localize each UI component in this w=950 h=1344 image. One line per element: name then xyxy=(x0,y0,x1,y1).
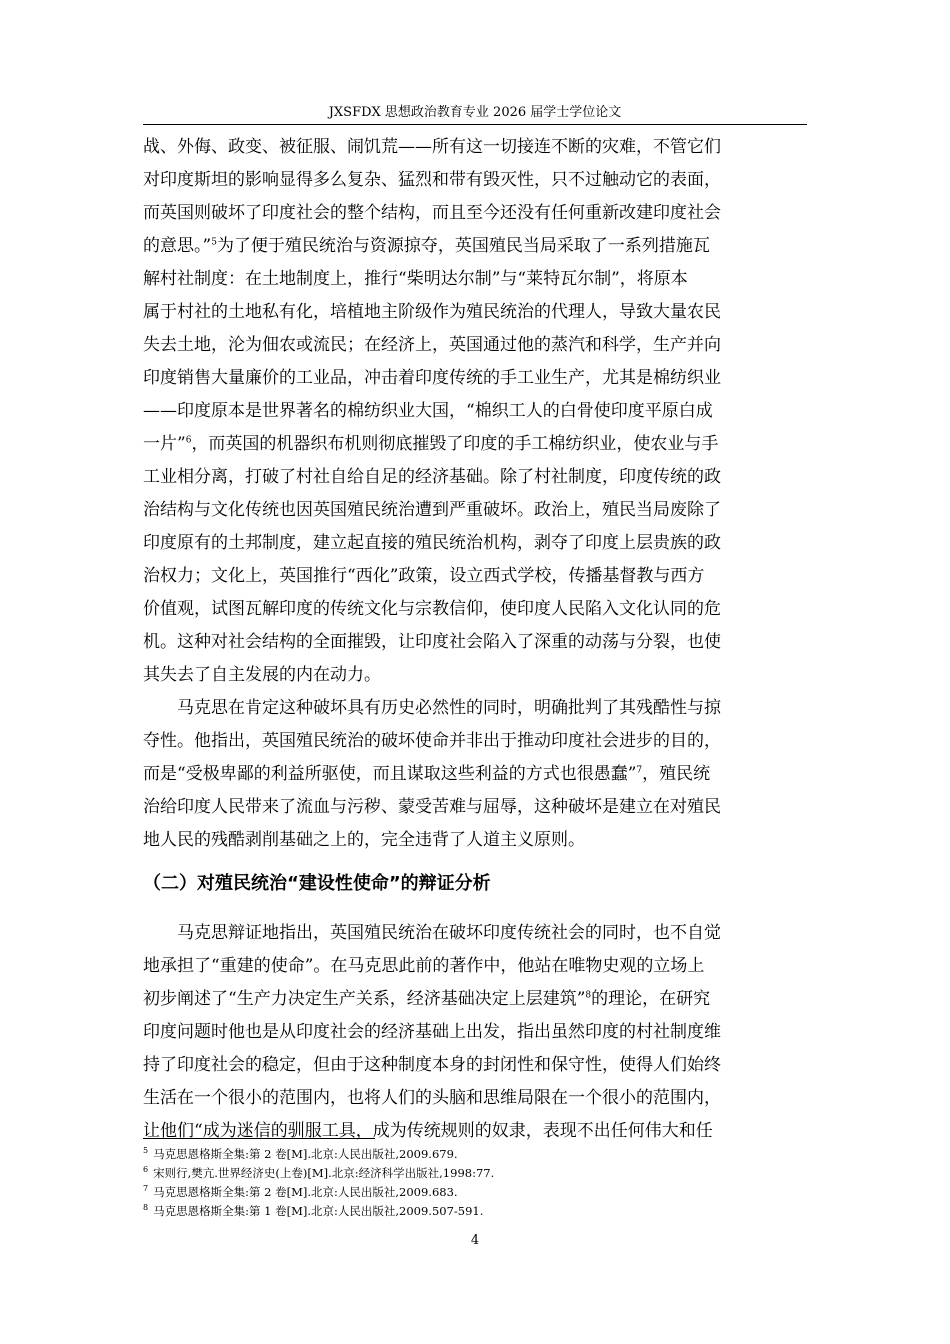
footnotes xyxy=(143,1145,807,1221)
text-line: 持了印度社会的稳定，但由于这种制度本身的封闭性和保守性，使得人们始终 xyxy=(143,1055,721,1075)
header-rule xyxy=(143,124,807,125)
running-header: JXSFDX 思想政治教育专业 2026 届学士学位论文 xyxy=(328,105,622,120)
text-line: 治权力；文化上，英国推行“西化”政策，设立西式学校，传播基督教与西方 xyxy=(143,566,705,586)
footnote-separator xyxy=(143,1138,375,1139)
text-line: 马克思在肯定这种破坏具有历史必然性的同时，明确批判了其残酷性与掠 xyxy=(177,698,721,718)
text-line: 一片”$^6$，而英国的机器织布机则彻底摧毁了印度的手工棉纺织业，使农业与手 xyxy=(143,434,719,454)
footnote-ref-8[interactable]: 8 xyxy=(585,990,592,1001)
text-line: 其失去了自主发展的内在动力。 xyxy=(143,665,381,685)
text-line: 地承担了“重建的使命”。在马克思此前的著作中，他站在唯物史观的立场上 xyxy=(143,956,705,976)
footnote-ref-7[interactable]: 7 xyxy=(636,765,643,776)
footnote-text: 马克思恩格斯全集:第 2 卷[M].北京:人民出版社,2009.679. xyxy=(153,1147,458,1161)
text-line: 而是“受极卑鄙的利益所驱使，而且谋取这些利益的方式也很愚蠢”$^7$，殖民统 xyxy=(143,764,711,784)
text-line: 而英国则破坏了印度社会的整个结构，而且至今还没有任何重新改建印度社会 xyxy=(143,203,721,223)
text-line: 对印度斯坦的影响显得多么复杂、猛烈和带有毁灭性，只不过触动它的表面， xyxy=(143,170,721,190)
footnote-text: 马克思恩格斯全集:第 2 卷[M].北京:人民出版社,2009.683. xyxy=(153,1185,458,1199)
footnote xyxy=(143,1145,807,1164)
footnote-number: 6 xyxy=(143,1165,149,1175)
footnote xyxy=(143,1183,807,1202)
text-line: 让他们“成为迷信的驯服工具，成为传统规则的奴隶，表现不出任何伟大和任 xyxy=(143,1121,713,1141)
text-line: 价值观，试图瓦解印度的传统文化与宗教信仰，使印度人民陷入文化认同的危 xyxy=(143,599,721,619)
text-line: 解村社制度：在土地制度上，推行“柴明达尔制”与“莱特瓦尔制”，将原本 xyxy=(143,269,688,289)
footnote-text: 马克思恩格斯全集:第 1 卷[M].北京:人民出版社,2009.507-591. xyxy=(153,1204,484,1218)
footnote-ref-6[interactable]: 6 xyxy=(185,435,192,446)
paragraph-1 xyxy=(143,131,807,692)
paragraph-3 xyxy=(143,917,807,1148)
text-line: 治结构与文化传统也因英国殖民统治遭到严重破坏。政治上，殖民当局废除了 xyxy=(143,500,721,520)
text-line: 治给印度人民带来了流血与污秽、蒙受苦难与屈辱，这种破坏是建立在对殖民 xyxy=(143,797,721,817)
section-heading: （二）对殖民统治“建设性使命”的辩证分析 xyxy=(143,873,491,894)
text-line: 地人民的残酷剥削基础之上的，完全违背了人道主义原则。 xyxy=(143,830,585,850)
text-line: 失去土地，沦为佃农或流民；在经济上，英国通过他的蒸汽和科学，生产并向 xyxy=(143,335,721,355)
text-line: 战、外侮、政变、被征服、闹饥荒——所有这一切接连不断的灾难，不管它们 xyxy=(143,137,721,157)
footnote xyxy=(143,1202,807,1221)
footnote-text: 宋则行,樊亢.世界经济史(上卷)[M].北京:经济科学出版社,1998:77. xyxy=(153,1166,495,1180)
text-line: 夺性。他指出，英国殖民统治的破坏使命并非出于推动印度社会进步的目的， xyxy=(143,731,721,751)
paragraph-2 xyxy=(143,692,807,857)
text-line: 印度原有的土邦制度，建立起直接的殖民统治机构，剥夺了印度上层贵族的政 xyxy=(143,533,721,553)
text-line: 生活在一个很小的范围内，也将人们的头脑和思维局限在一个很小的范围内， xyxy=(143,1088,721,1108)
page-number: 4 xyxy=(470,1233,480,1248)
footnote xyxy=(143,1164,807,1183)
text-line: 工业相分离，打破了村社自给自足的经济基础。除了村社制度，印度传统的政 xyxy=(143,467,721,487)
text-line: 属于村社的土地私有化，培植地主阶级作为殖民统治的代理人，导致大量农民 xyxy=(143,302,721,322)
footnote-number: 5 xyxy=(143,1146,149,1156)
footnote-number: 7 xyxy=(143,1184,149,1194)
text-line: 印度问题时他也是从印度社会的经济基础上出发，指出虽然印度的村社制度维 xyxy=(143,1022,721,1042)
text-line: 印度销售大量廉价的工业品，冲击着印度传统的手工业生产，尤其是棉纺织业 xyxy=(143,368,721,388)
text-line: ——印度原本是世界著名的棉纺织业大国，“棉织工人的白骨使印度平原白成 xyxy=(143,401,713,421)
text-line: 马克思辩证地指出，英国殖民统治在破坏印度传统社会的同时，也不自觉 xyxy=(177,923,721,943)
footnote-number: 8 xyxy=(143,1203,149,1213)
text-line: 初步阐述了“生产力决定生产关系，经济基础决定上层建筑”$^8$的理论，在研究 xyxy=(143,989,711,1009)
footnote-ref-5[interactable]: 5 xyxy=(211,237,217,248)
body-text xyxy=(143,131,807,1148)
text-line: 机。这种对社会结构的全面摧毁，让印度社会陷入了深重的动荡与分裂，也使 xyxy=(143,632,721,652)
text-line: 的意思。”$^5$为了便于殖民统治与资源掠夺，英国殖民当局采取了一系列措施瓦 xyxy=(143,236,710,256)
